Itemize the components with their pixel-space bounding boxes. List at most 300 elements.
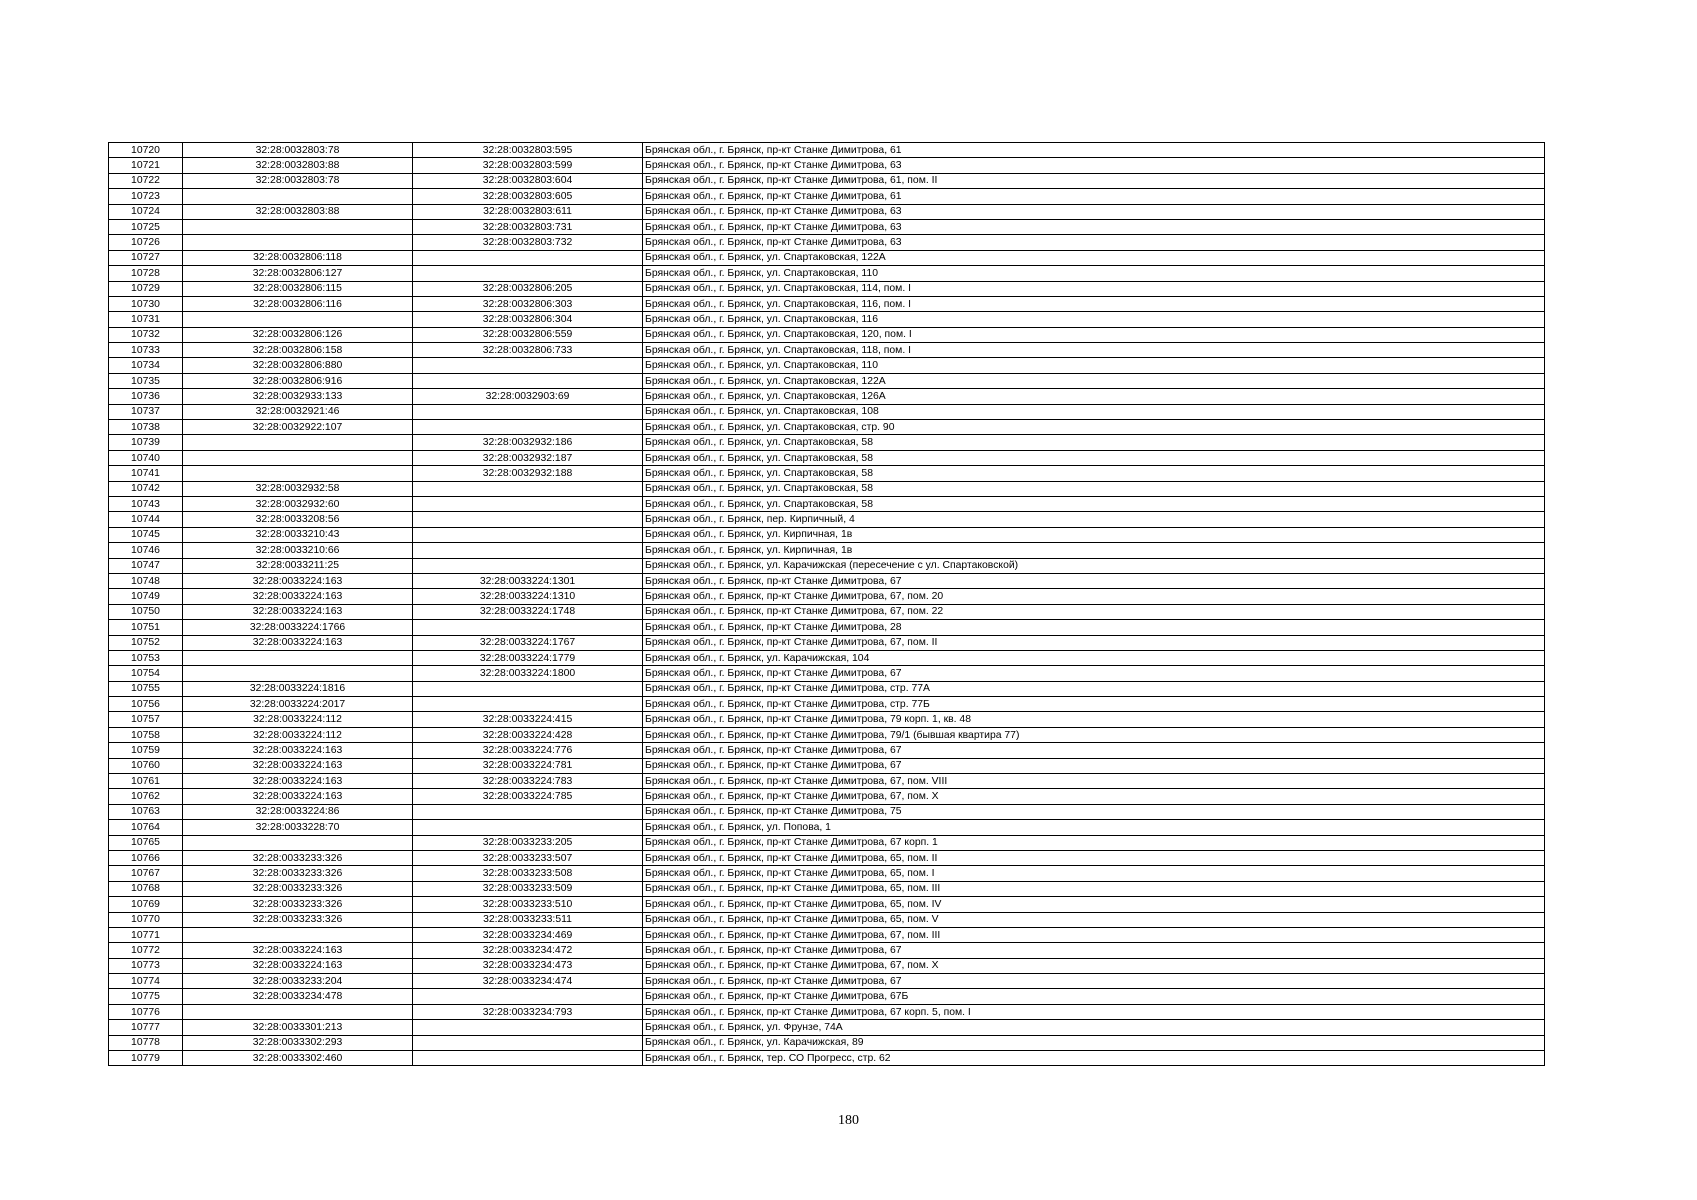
table-row [109,804,1545,819]
land-cadastral-number-cell [183,927,413,942]
land-cadastral-number-cell: 32:28:0033233:204 [183,974,413,989]
table-row [109,189,1545,204]
table-row [109,327,1545,342]
row-number-cell: 10750 [109,604,183,619]
object-cadastral-number-cell: 32:28:0033224:781 [413,758,643,773]
row-number-cell: 10763 [109,804,183,819]
address-cell: Брянская обл., г. Брянск, пр-кт Станке Димитрова, 75 [643,804,1545,819]
object-cadastral-number-cell [413,558,643,573]
object-cadastral-number-cell [413,420,643,435]
land-cadastral-number-cell [183,189,413,204]
table-row [109,266,1545,281]
address-cell: Брянская обл., г. Брянск, ул. Спартаковская, 122А [643,250,1545,265]
row-number-cell: 10751 [109,620,183,635]
row-number-cell: 10735 [109,373,183,388]
table-row [109,835,1545,850]
object-cadastral-number-cell [413,820,643,835]
object-cadastral-number-cell: 32:28:0032806:733 [413,343,643,358]
table-row [109,158,1545,173]
object-cadastral-number-cell: 32:28:0032932:186 [413,435,643,450]
land-cadastral-number-cell: 32:28:0032806:127 [183,266,413,281]
table-row [109,620,1545,635]
land-cadastral-number-cell: 32:28:0032806:916 [183,373,413,388]
table-row [109,974,1545,989]
address-cell: Брянская обл., г. Брянск, ул. Спартаковская, стр. 90 [643,420,1545,435]
row-number-cell: 10720 [109,143,183,158]
address-cell: Брянская обл., г. Брянск, пр-кт Станке Димитрова, 79 корп. 1, кв. 48 [643,712,1545,727]
address-cell: Брянская обл., г. Брянск, пр-кт Станке Димитрова, 65, пом. I [643,866,1545,881]
row-number-cell: 10743 [109,496,183,511]
row-number-cell: 10776 [109,1004,183,1019]
land-cadastral-number-cell: 32:28:0033210:66 [183,543,413,558]
address-cell: Брянская обл., г. Брянск, пр-кт Станке Димитрова, 67, пом. X [643,789,1545,804]
address-cell: Брянская обл., г. Брянск, пр-кт Станке Димитрова, 67 [643,743,1545,758]
land-cadastral-number-cell: 32:28:0033224:163 [183,604,413,619]
land-cadastral-number-cell: 32:28:0033224:2017 [183,697,413,712]
row-number-cell: 10761 [109,774,183,789]
land-cadastral-number-cell: 32:28:0032803:88 [183,204,413,219]
object-cadastral-number-cell: 32:28:0032803:731 [413,219,643,234]
land-cadastral-number-cell: 32:28:0032803:78 [183,143,413,158]
land-cadastral-number-cell: 32:28:0033224:163 [183,758,413,773]
address-cell: Брянская обл., г. Брянск, пер. Кирпичный, 4 [643,512,1545,527]
row-number-cell: 10756 [109,697,183,712]
land-cadastral-number-cell: 32:28:0032803:88 [183,158,413,173]
address-cell: Брянская обл., г. Брянск, пр-кт Станке Димитрова, 63 [643,204,1545,219]
object-cadastral-number-cell [413,404,643,419]
address-cell: Брянская обл., г. Брянск, пр-кт Станке Димитрова, 67, пом. II [643,635,1545,650]
table-row [109,927,1545,942]
address-cell: Брянская обл., г. Брянск, пр-кт Станке Димитрова, 65, пом. II [643,850,1545,865]
row-number-cell: 10770 [109,912,183,927]
table-row [109,697,1545,712]
row-number-cell: 10729 [109,281,183,296]
table-row [109,989,1545,1004]
object-cadastral-number-cell [413,512,643,527]
land-cadastral-number-cell: 32:28:0033224:1766 [183,620,413,635]
address-cell: Брянская обл., г. Брянск, ул. Спартаковская, 116 [643,312,1545,327]
row-number-cell: 10759 [109,743,183,758]
object-cadastral-number-cell [413,543,643,558]
object-cadastral-number-cell: 32:28:0033233:510 [413,897,643,912]
address-cell: Брянская обл., г. Брянск, ул. Спартаковская, 114, пом. I [643,281,1545,296]
row-number-cell: 10737 [109,404,183,419]
object-cadastral-number-cell [413,250,643,265]
row-number-cell: 10749 [109,589,183,604]
table-row [109,143,1545,158]
row-number-cell: 10758 [109,727,183,742]
address-cell: Брянская обл., г. Брянск, пр-кт Станке Димитрова, 67 [643,666,1545,681]
land-cadastral-number-cell [183,312,413,327]
land-cadastral-number-cell: 32:28:0033233:326 [183,866,413,881]
row-number-cell: 10741 [109,466,183,481]
land-cadastral-number-cell: 32:28:0032806:880 [183,358,413,373]
table-row [109,958,1545,973]
object-cadastral-number-cell: 32:28:0032903:69 [413,389,643,404]
table-row [109,712,1545,727]
address-cell: Брянская обл., г. Брянск, пр-кт Станке Димитрова, 63 [643,158,1545,173]
land-cadastral-number-cell: 32:28:0033302:293 [183,1035,413,1050]
row-number-cell: 10768 [109,881,183,896]
address-cell: Брянская обл., г. Брянск, тер. СО Прогресс, стр. 62 [643,1051,1545,1066]
land-cadastral-number-cell [183,219,413,234]
row-number-cell: 10726 [109,235,183,250]
row-number-cell: 10745 [109,527,183,542]
table-row [109,466,1545,481]
land-cadastral-number-cell: 32:28:0032932:60 [183,496,413,511]
address-cell: Брянская обл., г. Брянск, ул. Карачижская, 89 [643,1035,1545,1050]
land-cadastral-number-cell: 32:28:0033233:326 [183,897,413,912]
object-cadastral-number-cell [413,373,643,388]
table-row [109,389,1545,404]
table-row [109,435,1545,450]
table-row [109,789,1545,804]
address-cell: Брянская обл., г. Брянск, ул. Карачижская (пересечение с ул. Спартаковской) [643,558,1545,573]
table-row [109,1004,1545,1019]
object-cadastral-number-cell: 32:28:0033224:783 [413,774,643,789]
land-cadastral-number-cell: 32:28:0032806:118 [183,250,413,265]
object-cadastral-number-cell: 32:28:0033234:474 [413,974,643,989]
table-row [109,219,1545,234]
address-cell: Брянская обл., г. Брянск, пр-кт Станке Димитрова, 67, пом. X [643,958,1545,973]
table-row [109,943,1545,958]
land-cadastral-number-cell: 32:28:0033224:163 [183,774,413,789]
row-number-cell: 10767 [109,866,183,881]
address-cell: Брянская обл., г. Брянск, ул. Спартаковская, 58 [643,481,1545,496]
object-cadastral-number-cell: 32:28:0033234:469 [413,927,643,942]
object-cadastral-number-cell: 32:28:0032806:205 [413,281,643,296]
land-cadastral-number-cell [183,650,413,665]
row-number-cell: 10752 [109,635,183,650]
row-number-cell: 10757 [109,712,183,727]
object-cadastral-number-cell [413,481,643,496]
table-row [109,850,1545,865]
land-cadastral-number-cell: 32:28:0032932:58 [183,481,413,496]
row-number-cell: 10740 [109,450,183,465]
row-number-cell: 10779 [109,1051,183,1066]
object-cadastral-number-cell [413,1035,643,1050]
object-cadastral-number-cell: 32:28:0032803:595 [413,143,643,158]
address-cell: Брянская обл., г. Брянск, пр-кт Станке Димитрова, 65, пом. IV [643,897,1545,912]
object-cadastral-number-cell: 32:28:0033234:793 [413,1004,643,1019]
object-cadastral-number-cell [413,358,643,373]
address-cell: Брянская обл., г. Брянск, ул. Спартаковская, 108 [643,404,1545,419]
table-row [109,512,1545,527]
land-cadastral-number-cell: 32:28:0033224:163 [183,743,413,758]
address-cell: Брянская обл., г. Брянск, ул. Спартаковская, 58 [643,466,1545,481]
table-row [109,373,1545,388]
address-cell: Брянская обл., г. Брянск, пр-кт Станке Димитрова, 28 [643,620,1545,635]
object-cadastral-number-cell: 32:28:0033234:472 [413,943,643,958]
land-cadastral-number-cell: 32:28:0033224:163 [183,958,413,973]
table-row [109,558,1545,573]
row-number-cell: 10742 [109,481,183,496]
row-number-cell: 10723 [109,189,183,204]
table-row [109,1020,1545,1035]
address-cell: Брянская обл., г. Брянск, пр-кт Станке Димитрова, 79/1 (бывшая квартира 77) [643,727,1545,742]
address-cell: Брянская обл., г. Брянск, ул. Попова, 1 [643,820,1545,835]
row-number-cell: 10727 [109,250,183,265]
table-row [109,404,1545,419]
land-cadastral-number-cell: 32:28:0033228:70 [183,820,413,835]
object-cadastral-number-cell: 32:28:0032806:559 [413,327,643,342]
table-row [109,758,1545,773]
object-cadastral-number-cell: 32:28:0033224:415 [413,712,643,727]
object-cadastral-number-cell [413,1020,643,1035]
address-cell: Брянская обл., г. Брянск, ул. Фрунзе, 74А [643,1020,1545,1035]
address-cell: Брянская обл., г. Брянск, пр-кт Станке Димитрова, 67 [643,943,1545,958]
object-cadastral-number-cell: 32:28:0033224:1800 [413,666,643,681]
land-cadastral-number-cell: 32:28:0033224:163 [183,943,413,958]
object-cadastral-number-cell: 32:28:0033224:1779 [413,650,643,665]
table-row [109,604,1545,619]
address-cell: Брянская обл., г. Брянск, пр-кт Станке Димитрова, 61 [643,189,1545,204]
land-cadastral-number-cell: 32:28:0033224:163 [183,635,413,650]
address-cell: Брянская обл., г. Брянск, ул. Спартаковская, 122А [643,373,1545,388]
row-number-cell: 10760 [109,758,183,773]
object-cadastral-number-cell: 32:28:0033233:205 [413,835,643,850]
address-cell: Брянская обл., г. Брянск, пр-кт Станке Димитрова, 65, пом. V [643,912,1545,927]
table-row [109,897,1545,912]
object-cadastral-number-cell: 32:28:0033224:1767 [413,635,643,650]
table-row [109,635,1545,650]
land-cadastral-number-cell [183,1004,413,1019]
row-number-cell: 10731 [109,312,183,327]
row-number-cell: 10721 [109,158,183,173]
address-cell: Брянская обл., г. Брянск, ул. Спартаковская, 58 [643,496,1545,511]
table-row [109,681,1545,696]
address-cell: Брянская обл., г. Брянск, пр-кт Станке Димитрова, 67 [643,974,1545,989]
table-body [109,143,1545,1066]
land-cadastral-number-cell: 32:28:0033210:43 [183,527,413,542]
row-number-cell: 10762 [109,789,183,804]
object-cadastral-number-cell: 32:28:0032803:605 [413,189,643,204]
land-cadastral-number-cell: 32:28:0032922:107 [183,420,413,435]
address-cell: Брянская обл., г. Брянск, пр-кт Станке Димитрова, 65, пом. III [643,881,1545,896]
row-number-cell: 10772 [109,943,183,958]
land-cadastral-number-cell: 32:28:0033301:213 [183,1020,413,1035]
table-row [109,743,1545,758]
object-cadastral-number-cell: 32:28:0032806:304 [413,312,643,327]
address-cell: Брянская обл., г. Брянск, пр-кт Станке Димитрова, 67, пом. VIII [643,774,1545,789]
row-number-cell: 10765 [109,835,183,850]
object-cadastral-number-cell [413,620,643,635]
row-number-cell: 10734 [109,358,183,373]
row-number-cell: 10725 [109,219,183,234]
land-cadastral-number-cell [183,666,413,681]
object-cadastral-number-cell: 32:28:0033224:776 [413,743,643,758]
object-cadastral-number-cell [413,527,643,542]
table-row [109,881,1545,896]
row-number-cell: 10774 [109,974,183,989]
address-cell: Брянская обл., г. Брянск, ул. Спартаковская, 120, пом. I [643,327,1545,342]
address-cell: Брянская обл., г. Брянск, пр-кт Станке Димитрова, 67, пом. 20 [643,589,1545,604]
table-row [109,358,1545,373]
object-cadastral-number-cell: 32:28:0032803:599 [413,158,643,173]
object-cadastral-number-cell: 32:28:0033234:473 [413,958,643,973]
land-cadastral-number-cell: 32:28:0033224:112 [183,712,413,727]
row-number-cell: 10739 [109,435,183,450]
table-row [109,573,1545,588]
address-cell: Брянская обл., г. Брянск, пр-кт Станке Димитрова, 67 [643,758,1545,773]
address-cell: Брянская обл., г. Брянск, пр-кт Станке Димитрова, стр. 77А [643,681,1545,696]
object-cadastral-number-cell [413,266,643,281]
land-cadastral-number-cell: 32:28:0033233:326 [183,912,413,927]
object-cadastral-number-cell: 32:28:0033224:1748 [413,604,643,619]
address-cell: Брянская обл., г. Брянск, пр-кт Станке Димитрова, 63 [643,219,1545,234]
row-number-cell: 10738 [109,420,183,435]
table-row [109,774,1545,789]
address-cell: Брянская обл., г. Брянск, ул. Спартаковская, 126А [643,389,1545,404]
object-cadastral-number-cell [413,681,643,696]
land-cadastral-number-cell: 32:28:0032933:133 [183,389,413,404]
table-row [109,589,1545,604]
row-number-cell: 10769 [109,897,183,912]
row-number-cell: 10753 [109,650,183,665]
land-cadastral-number-cell [183,466,413,481]
table-row [109,1035,1545,1050]
table-row [109,666,1545,681]
object-cadastral-number-cell: 32:28:0033224:1310 [413,589,643,604]
table-row [109,343,1545,358]
table-row [109,650,1545,665]
address-cell: Брянская обл., г. Брянск, ул. Кирпичная, 1в [643,527,1545,542]
address-cell: Брянская обл., г. Брянск, пр-кт Станке Димитрова, 63 [643,235,1545,250]
address-cell: Брянская обл., г. Брянск, ул. Кирпичная, 1в [643,543,1545,558]
address-cell: Брянская обл., г. Брянск, пр-кт Станке Димитрова, 61 [643,143,1545,158]
table-row [109,727,1545,742]
address-cell: Брянская обл., г. Брянск, пр-кт Станке Димитрова, 61, пом. II [643,173,1545,188]
address-cell: Брянская обл., г. Брянск, ул. Карачижская, 104 [643,650,1545,665]
row-number-cell: 10748 [109,573,183,588]
land-cadastral-number-cell: 32:28:0033224:163 [183,589,413,604]
page-number: 180 [838,1113,859,1128]
row-number-cell: 10764 [109,820,183,835]
address-cell: Брянская обл., г. Брянск, ул. Спартаковская, 58 [643,450,1545,465]
land-cadastral-number-cell: 32:28:0033233:326 [183,881,413,896]
address-cell: Брянская обл., г. Брянск, пр-кт Станке Димитрова, 67 [643,573,1545,588]
address-cell: Брянская обл., г. Брянск, пр-кт Станке Димитрова, 67, пом. 22 [643,604,1545,619]
land-cadastral-number-cell: 32:28:0033224:163 [183,789,413,804]
land-cadastral-number-cell: 32:28:0033211:25 [183,558,413,573]
row-number-cell: 10778 [109,1035,183,1050]
table-row [109,173,1545,188]
row-number-cell: 10775 [109,989,183,1004]
table-row [109,866,1545,881]
table-row [109,450,1545,465]
row-number-cell: 10773 [109,958,183,973]
object-cadastral-number-cell [413,1051,643,1066]
address-cell: Брянская обл., г. Брянск, пр-кт Станке Димитрова, стр. 77Б [643,697,1545,712]
land-cadastral-number-cell: 32:28:0033224:1816 [183,681,413,696]
object-cadastral-number-cell: 32:28:0032932:188 [413,466,643,481]
cadastral-table [108,142,1545,1066]
row-number-cell: 10736 [109,389,183,404]
address-cell: Брянская обл., г. Брянск, ул. Спартаковская, 116, пом. I [643,296,1545,311]
land-cadastral-number-cell [183,235,413,250]
table-row [109,420,1545,435]
object-cadastral-number-cell [413,697,643,712]
object-cadastral-number-cell [413,804,643,819]
land-cadastral-number-cell: 32:28:0033224:163 [183,573,413,588]
land-cadastral-number-cell [183,450,413,465]
table-row [109,912,1545,927]
table-row [109,250,1545,265]
address-cell: Брянская обл., г. Брянск, ул. Спартаковская, 110 [643,266,1545,281]
row-number-cell: 10746 [109,543,183,558]
table-row [109,820,1545,835]
object-cadastral-number-cell: 32:28:0033224:785 [413,789,643,804]
row-number-cell: 10724 [109,204,183,219]
land-cadastral-number-cell [183,835,413,850]
row-number-cell: 10754 [109,666,183,681]
object-cadastral-number-cell: 32:28:0033233:511 [413,912,643,927]
row-number-cell: 10747 [109,558,183,573]
object-cadastral-number-cell: 32:28:0032932:187 [413,450,643,465]
row-number-cell: 10744 [109,512,183,527]
object-cadastral-number-cell: 32:28:0033233:509 [413,881,643,896]
table-row [109,496,1545,511]
address-cell: Брянская обл., г. Брянск, пр-кт Станке Димитрова, 67 корп. 1 [643,835,1545,850]
land-cadastral-number-cell: 32:28:0033224:112 [183,727,413,742]
address-cell: Брянская обл., г. Брянск, ул. Спартаковская, 110 [643,358,1545,373]
row-number-cell: 10755 [109,681,183,696]
object-cadastral-number-cell: 32:28:0033233:507 [413,850,643,865]
row-number-cell: 10732 [109,327,183,342]
row-number-cell: 10771 [109,927,183,942]
table-row [109,281,1545,296]
land-cadastral-number-cell: 32:28:0033302:460 [183,1051,413,1066]
object-cadastral-number-cell: 32:28:0032803:611 [413,204,643,219]
land-cadastral-number-cell: 32:28:0032806:115 [183,281,413,296]
address-cell: Брянская обл., г. Брянск, ул. Спартаковская, 58 [643,435,1545,450]
object-cadastral-number-cell: 32:28:0033233:508 [413,866,643,881]
table-row [109,527,1545,542]
address-cell: Брянская обл., г. Брянск, пр-кт Станке Димитрова, 67, пом. III [643,927,1545,942]
address-cell: Брянская обл., г. Брянск, пр-кт Станке Димитрова, 67 корп. 5, пом. I [643,1004,1545,1019]
land-cadastral-number-cell [183,435,413,450]
object-cadastral-number-cell: 32:28:0033224:1301 [413,573,643,588]
row-number-cell: 10766 [109,850,183,865]
row-number-cell: 10730 [109,296,183,311]
land-cadastral-number-cell: 32:28:0032806:158 [183,343,413,358]
row-number-cell: 10722 [109,173,183,188]
land-cadastral-number-cell: 32:28:0032921:46 [183,404,413,419]
object-cadastral-number-cell [413,496,643,511]
land-cadastral-number-cell: 32:28:0032803:78 [183,173,413,188]
object-cadastral-number-cell [413,989,643,1004]
table-row [109,296,1545,311]
object-cadastral-number-cell: 32:28:0032803:732 [413,235,643,250]
object-cadastral-number-cell: 32:28:0032806:303 [413,296,643,311]
table-row [109,204,1545,219]
address-cell: Брянская обл., г. Брянск, ул. Спартаковская, 118, пом. I [643,343,1545,358]
row-number-cell: 10777 [109,1020,183,1035]
land-cadastral-number-cell: 32:28:0033234:478 [183,989,413,1004]
object-cadastral-number-cell: 32:28:0032803:604 [413,173,643,188]
table-row [109,312,1545,327]
table-row [109,235,1545,250]
table-row [109,481,1545,496]
table-row [109,1051,1545,1066]
table-row [109,543,1545,558]
address-cell: Брянская обл., г. Брянск, пр-кт Станке Димитрова, 67Б [643,989,1545,1004]
row-number-cell: 10733 [109,343,183,358]
land-cadastral-number-cell: 32:28:0032806:116 [183,296,413,311]
land-cadastral-number-cell: 32:28:0033224:86 [183,804,413,819]
land-cadastral-number-cell: 32:28:0033208:56 [183,512,413,527]
land-cadastral-number-cell: 32:28:0032806:126 [183,327,413,342]
